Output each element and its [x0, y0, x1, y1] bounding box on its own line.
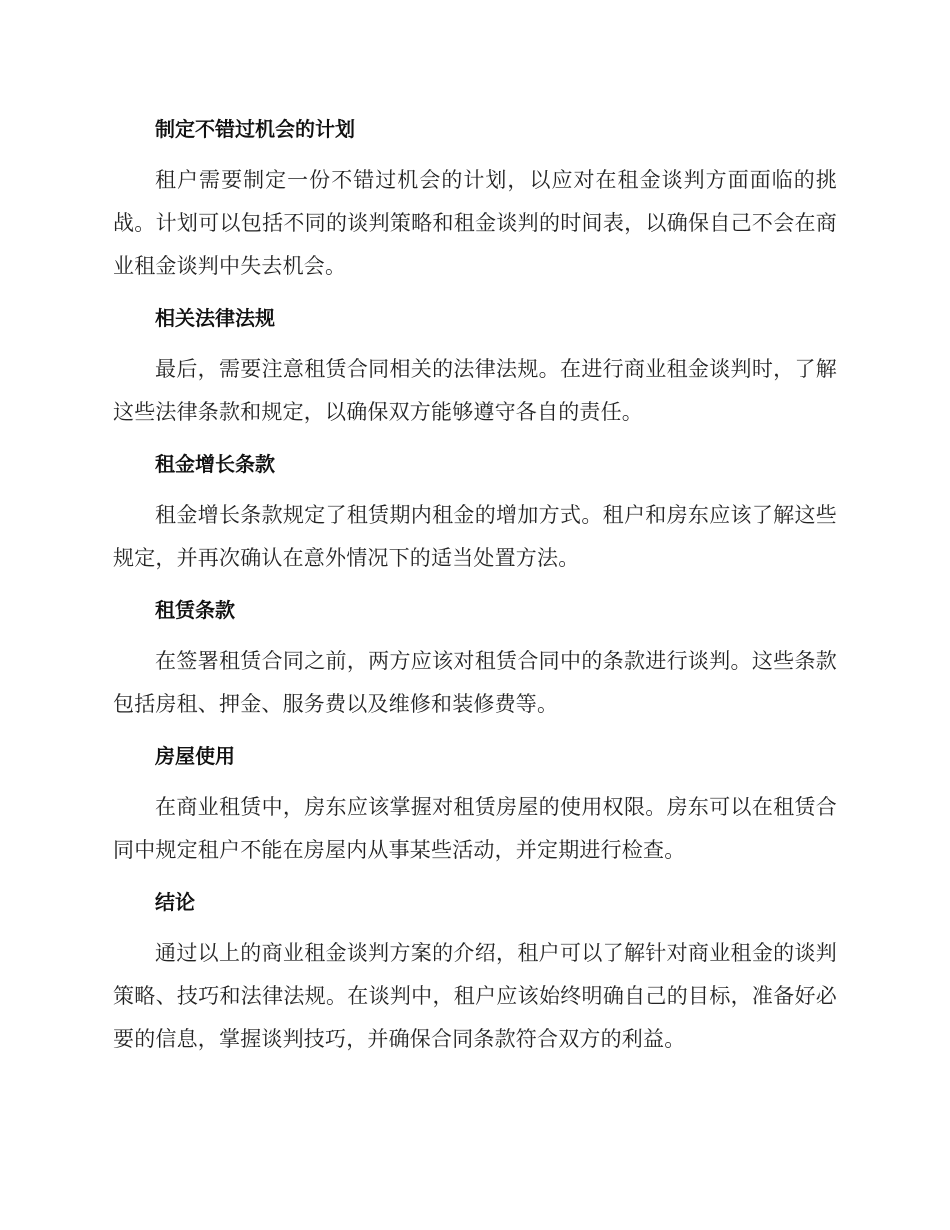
section-heading: 结论	[155, 890, 195, 914]
section-heading: 相关法律法规	[155, 306, 275, 330]
section-lease-terms	[113, 586, 837, 726]
section-heading: 租金增长条款	[155, 452, 275, 476]
section-paragraph: 在商业租赁中，房东应该掌握对租赁房屋的使用权限。房东可以在租赁合同中规定租户不能在房屋内从事某些活动，并定期进行检查。	[113, 795, 837, 862]
section-conclusion	[113, 878, 837, 1061]
section-rent-increase	[113, 440, 837, 580]
section-paragraph: 在签署租赁合同之前，两方应该对租赁合同中的条款进行谈判。这些条款包括房租、押金、服务费以及维修和装修费等。	[113, 649, 837, 716]
section-paragraph: 通过以上的商业租金谈判方案的介绍，租户可以了解针对商业租金的谈判策略、技巧和法律法规。在谈判中，租户应该始终明确自己的目标，准备好必要的信息，掌握谈判技巧，并确保合同条款符合双方的利益。	[113, 941, 837, 1051]
document-body	[113, 105, 837, 1061]
section-laws-regulations	[113, 294, 837, 434]
section-paragraph: 租户需要制定一份不错过机会的计划，以应对在租金谈判方面面临的挑战。计划可以包括不同的谈判策略和租金谈判的时间表，以确保自己不会在商业租金谈判中失去机会。	[113, 168, 837, 278]
section-property-use	[113, 732, 837, 872]
section-paragraph: 最后，需要注意租赁合同相关的法律法规。在进行商业租金谈判时，了解这些法律条款和规定，以确保双方能够遵守各自的责任。	[113, 357, 837, 424]
section-paragraph: 租金增长条款规定了租赁期内租金的增加方式。租户和房东应该了解这些规定，并再次确认在意外情况下的适当处置方法。	[113, 503, 837, 570]
section-heading: 租赁条款	[155, 598, 235, 622]
section-heading: 制定不错过机会的计划	[155, 117, 355, 141]
section-heading: 房屋使用	[155, 744, 235, 768]
section-opportunity-plan	[113, 105, 837, 288]
